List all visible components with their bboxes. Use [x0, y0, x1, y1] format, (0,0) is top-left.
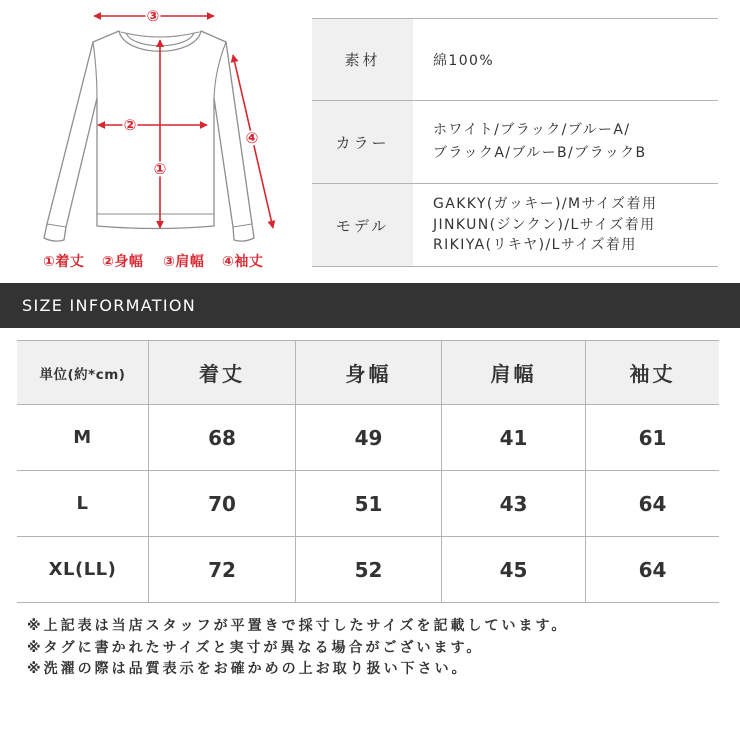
spec-table [312, 18, 718, 267]
table-cell: 70 [149, 471, 296, 537]
column-header-chest: 身幅 [296, 341, 442, 405]
legend-sleeve: ④袖丈 [222, 254, 264, 270]
note-washing: ※洗濯の際は品質表示をお確かめの上お取り扱い下さい。 [27, 661, 469, 677]
back-neck-line [121, 32, 199, 37]
notes [27, 616, 568, 681]
column-header-shoulder: 肩幅 [442, 341, 586, 405]
marker-shoulder-label: ③ [146, 7, 160, 25]
row-size-label: XL(LL) [17, 537, 149, 603]
spec-value-line: ホワイト/ブラック/ブルーA/ [433, 122, 631, 138]
marker-chest [123, 116, 138, 134]
column-header-sleeve: 袖丈 [586, 341, 719, 405]
marker-length [153, 160, 168, 178]
table-cell: 51 [296, 471, 442, 537]
marker-sleeve-label: ④ [245, 129, 259, 147]
spec-value-line: ブラックA/ブルーB/ブラックB [433, 145, 647, 161]
note-tag-size: ※タグに書かれたサイズと実寸が異なる場合がございます。 [27, 639, 484, 656]
marker-sleeve [245, 129, 260, 147]
spec-value-line: JINKUN(ジンクン)/Lサイズ着用 [433, 216, 656, 233]
spec-label-material: 素材 [312, 19, 413, 100]
table-cell: 43 [442, 471, 586, 537]
spec-row-model [312, 184, 718, 267]
legend-chest: ②身幅 [102, 254, 144, 270]
size-information-banner [0, 283, 740, 328]
table-cell: 41 [442, 405, 586, 471]
spec-value-line: GAKKY(ガッキー)/Mサイズ着用 [433, 196, 658, 213]
unit-header: 単位(約*cm) [17, 341, 149, 405]
row-size-label: M [17, 405, 149, 471]
spec-value-line: 綿100% [433, 52, 495, 69]
sweatshirt-outline [44, 31, 254, 241]
table-cell: 61 [586, 405, 719, 471]
spec-label-color: カラー [312, 101, 413, 183]
marker-chest-label: ② [123, 116, 137, 134]
spec-value-color [413, 101, 718, 183]
legend-shoulder: ③肩幅 [163, 254, 205, 270]
row-size-label: L [17, 471, 149, 537]
note-measurement: ※上記表は当店スタッフが平置きで採寸したサイズを記載しています。 [27, 618, 569, 634]
sweatshirt-diagram [0, 0, 300, 250]
size-table [17, 340, 719, 603]
spec-value-material [413, 19, 718, 100]
spec-value-model [413, 184, 718, 266]
marker-length-label: ① [153, 160, 167, 178]
table-cell: 72 [149, 537, 296, 603]
spec-row-material [312, 19, 718, 101]
table-cell: 52 [296, 537, 442, 603]
spec-row-color [312, 101, 718, 184]
marker-shoulder [146, 7, 161, 25]
table-cell: 64 [586, 471, 719, 537]
table-cell: 68 [149, 405, 296, 471]
table-cell: 45 [442, 537, 586, 603]
table-cell: 64 [586, 537, 719, 603]
table-cell: 49 [296, 405, 442, 471]
column-header-length: 着丈 [149, 341, 296, 405]
spec-value-line: RIKIYA(リキヤ)/Lサイズ着用 [433, 237, 637, 254]
spec-label-model: モデル [312, 184, 413, 266]
legend-length: ①着丈 [43, 254, 85, 270]
banner-title: SIZE INFORMATION [22, 296, 196, 315]
